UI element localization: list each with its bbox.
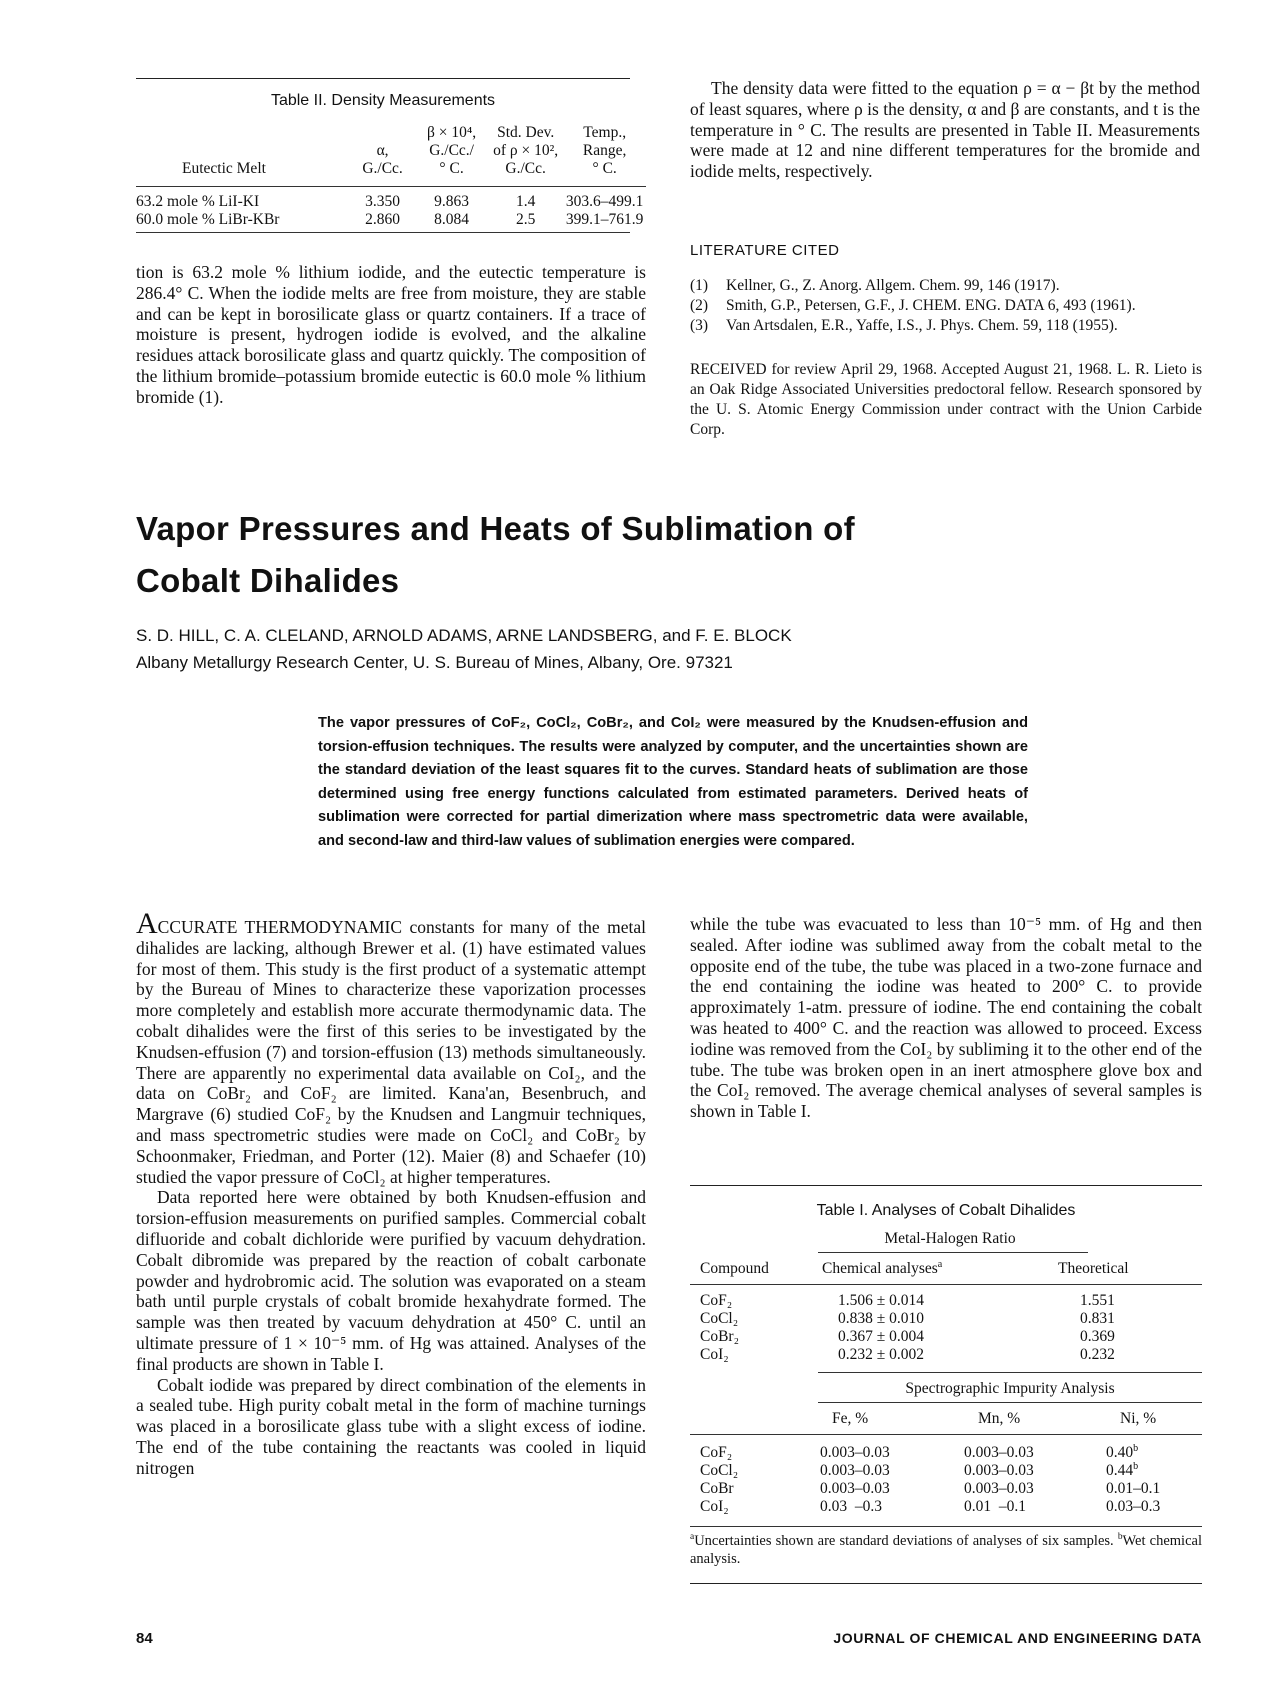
table-row: CoF₂ 1.506 ± 0.014 1.551 <box>700 1292 1115 1309</box>
article-title-line-1: Vapor Pressures and Heats of Sublimation of <box>136 510 855 547</box>
table1-theo-header: Theoretical <box>1058 1260 1129 1277</box>
reference-item: (1) Kellner, G., Z. Anorg. Allgem. Chem. 99, 146 (1917). <box>690 277 1060 294</box>
prev-article-right-paragraph: The density data were fitted to the equation ρ = α − βt by the method of least squares, where ρ is the density, α and β are constants, and t is the temperature in ° C. The results are presented in Table II. Measurements were made at 12 and nine different temperatures for the bromide and iodide melts, respectively. <box>690 78 1200 182</box>
body-paragraph: ACCURATE THERMODYNAMIC constants for many of the metal dihalides are lacking, although Brewer et al. (1) have estimated values for most of them. This study is the first product of a systematic attempt by the Bureau of Mines to characterize these vaporization processes more completely and establish more accurate thermodynamic data. The cobalt dihalides were the first of this series to be investigated by the Knudsen-effusion (7) and torsion-effusion (13) methods simultaneously. There are apparently no experimental data available on CoI₂, and the data on CoBr₂ and CoF₂ are limited. Kana'an, Besenbruch, and Margrave (6) studied CoF₂ by the Knudsen and Langmuir techniques, and mass spectrometric studies were made on CoCl₂ and CoBr₂ by Schoonmaker, Friedman, and Porter (12). Maier (8) and Schaefer (10) studied the vapor pressure of CoCl₂ at higher temperatures. <box>136 907 646 1187</box>
table1-mn-header: Mn, % <box>978 1410 1021 1427</box>
table-row: CoI₂ 0.03 –0.3 0.01 –0.1 0.03–0.3 <box>700 1498 1161 1515</box>
left-column <box>136 907 646 1479</box>
body-paragraph: Cobalt iodide was prepared by direct combination of the elements in a sealed tube. High purity cobalt metal in the form of machine turnings was placed in a borosilicate glass tube with a slight excess of iodine. The end of the tube containing the reactants was cooled in liquid nitrogen <box>136 1374 646 1478</box>
table-row: CoI₂ 0.232 ± 0.002 0.232 <box>700 1346 1115 1363</box>
table2-caption: Table II. Density Measurements <box>270 92 496 109</box>
table-row: CoF₂ 0.003–0.03 0.003–0.03 0.40$^b$ <box>700 1442 1139 1461</box>
references-list <box>690 276 1210 336</box>
table1-end-rule <box>690 1583 1202 1584</box>
journal-name: JOURNAL OF CHEMICAL AND ENGINEERING DATA <box>833 1630 1202 1646</box>
table2-header-alpha: α, G./Cc. <box>362 142 403 177</box>
table1-group2-header-rule <box>690 1434 1202 1435</box>
table1-impurity-rows <box>690 1444 1202 1516</box>
table1-chem-header: Chemical analyses$^a$ <box>822 1258 943 1277</box>
table1-caption: Table I. Analyses of Cobalt Dihalides <box>816 1202 1076 1219</box>
table1-header-rule <box>690 1284 1202 1285</box>
abstract: The vapor pressures of CoF₂, CoCl₂, CoBr₂, and CoI₂ were measured by the Knudsen-effusion and torsion-effusion techniques. The results were analyzed by computer, and the uncertainties shown are the standard deviation of the least squares fit to the curves. Standard heats of sublimation are those determined using free energy functions calculated from estimated parameters. Derived heats of sublimation were corrected for partial dimerization where mass spectrometric data were available, and second-law and third-law values of sublimation energies were compared. <box>318 715 1028 849</box>
table2-header-beta: β × 10⁴, G./Cc./ ° C. <box>426 124 477 177</box>
literature-cited-heading: LITERATURE CITED <box>690 242 840 259</box>
table2-header-std: Std. Dev. of ρ × 10², G./Cc. <box>493 124 559 177</box>
table1-group2-header: Spectrographic Impurity Analysis <box>905 1380 1115 1397</box>
table1-fe-header: Fe, % <box>832 1410 869 1427</box>
affiliation: Albany Metallurgy Research Center, U. S. Bureau of Mines, Albany, Ore. 97321 <box>136 653 733 672</box>
table1-group2-rule <box>818 1402 1202 1403</box>
table1-top-rule <box>690 1185 1202 1186</box>
table1-footnotes: $^a$Uncertainties shown are standard deviations of analyses of six samples. $^b$Wet chemical analysis. <box>690 1532 1202 1567</box>
table1-ni-header: Ni, % <box>1120 1410 1157 1427</box>
table2-bottom-rule <box>136 232 630 233</box>
table1-ratio-rows <box>690 1292 1202 1364</box>
prev-article-left-paragraph: tion is 63.2 mole % lithium iodide, and the eutectic temperature is 286.4° C. When the iodide melts are free from moisture, they are stable and can be kept in borosilicate glass or quartz containers. If a trace of moisture is present, hydrogen iodide is evolved, and the alkaline residues attack borosilicate glass and quartz quickly. The composition of the lithium bromide–potassium bromide eutectic is 60.0 mole % lithium bromide (1). <box>136 262 646 407</box>
body-paragraph: Data reported here were obtained by both Knudsen-effusion and torsion-effusion measurements on purified samples. Commercial cobalt difluoride and cobalt dichloride were purified by vacuum dehydration. Cobalt dibromide was prepared by the reaction of cobalt carbonate powder and hydrobromic acid. The solution was evaporated on a steam bath until purple crystals of cobalt bromide hexahydrate formed. The sample was then treated by vacuum dehydration at 450° C. until an ultimate pressure of 1 × 10⁻⁵ mm. of Hg was attained. Analyses of the final products are shown in Table I. <box>136 1187 646 1374</box>
table-row: 60.0 mole % LiBr-KBr 2.860 8.084 2.5 399.1–761.9 <box>136 211 644 228</box>
table-row: CoCl₂ 0.838 ± 0.010 0.831 <box>700 1310 1115 1327</box>
table-row: CoBr₂ 0.367 ± 0.004 0.369 <box>700 1328 1115 1345</box>
table-row: CoBr 0.003–0.03 0.003–0.03 0.01–0.1 <box>700 1480 1161 1497</box>
received-note: RECEIVED for review April 29, 1968. Accepted August 21, 1968. L. R. Lieto is an Oak Ridge Associated Universities predoctoral fellow. Research sponsored by the U. S. Atomic Energy Commission under contract with the Union Carbide Corp. <box>690 361 1202 438</box>
article-title-line-2: Cobalt Dihalides <box>136 562 400 599</box>
table1-group1-rule <box>818 1252 1088 1253</box>
table1-group2-top-rule <box>818 1372 1202 1373</box>
page-number: 84 <box>136 1630 153 1647</box>
table-row: CoCl₂ 0.003–0.03 0.003–0.03 0.44$^b$ <box>700 1460 1139 1479</box>
table2-top-rule <box>136 78 630 79</box>
table2 <box>136 124 646 229</box>
table2-header-melt: Eutectic Melt <box>182 160 266 177</box>
table1-compound-header: Compound <box>700 1260 769 1277</box>
table1-bottom-rule <box>690 1526 1202 1527</box>
reference-item: (2) Smith, G.P., Petersen, G.F., J. CHEM. ENG. DATA 6, 493 (1961). <box>690 297 1136 314</box>
table1-group1-header: Metal-Halogen Ratio <box>884 1230 1016 1247</box>
table2-header-range: Temp., Range, ° C. <box>582 124 627 177</box>
authors: S. D. HILL, C. A. CLELAND, ARNOLD ADAMS, ARNE LANDSBERG, and F. E. BLOCK <box>136 626 792 645</box>
right-column-paragraph: while the tube was evacuated to less than 10⁻⁵ mm. of Hg and then sealed. After iodine was sublimed away from the cobalt metal to the opposite end of the tube, the tube was placed in a two-zone furnace and the end containing the iodine was heated to 200° C. to provide approximately 1-atm. pressure of iodine. The end containing the cobalt was heated to 400° C. and the reaction was allowed to proceed. Excess iodine was removed from the CoI₂ by subliming it to the other end of the tube. The tube was broken open in an inert atmosphere glove box and the CoI₂ removed. The average chemical analyses of several samples is shown in Table I. <box>690 914 1202 1122</box>
table-row: 63.2 mole % LiI-KI 3.350 9.863 1.4 303.6–499.1 <box>136 193 644 210</box>
reference-item: (3) Van Artsdalen, E.R., Yaffe, I.S., J. Phys. Chem. 59, 118 (1955). <box>690 317 1118 334</box>
